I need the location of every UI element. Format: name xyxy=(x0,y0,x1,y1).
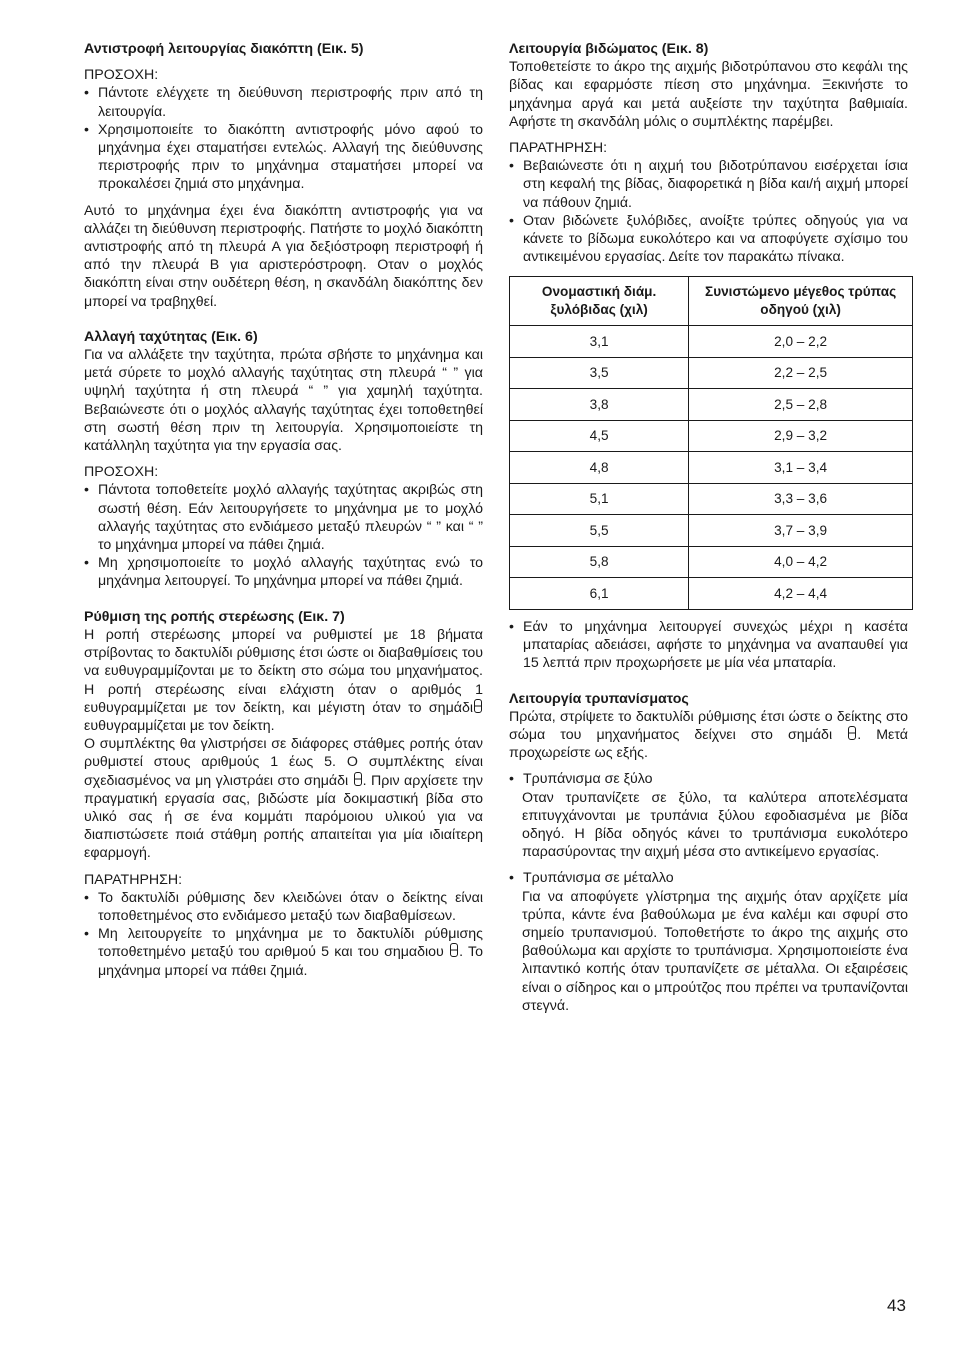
drilling-list-metal xyxy=(509,869,908,887)
pilot-hole-cell: 3,3 – 3,6 xyxy=(689,483,913,515)
bullet-icon: • xyxy=(509,158,514,175)
list-item: • Πάντοτε ελέγχετε τη διεύθυνση περιστροφής πριν από τη λειτουργία. xyxy=(84,85,483,120)
battery-note-list xyxy=(509,618,908,673)
pilot-hole-cell: 3,7 – 3,9 xyxy=(689,515,913,547)
list-item: • Μη λειτουργείτε το μηχάνημα με το δακτυλίδι ρύθμισης τοποθετημένο μεταξύ του αριθμού 5 και του σημαδιου . Το μηχάνημα μπορεί να πάθει ζημιά. xyxy=(84,926,484,979)
list-item: • Εάν το μηχάνημα λειτουργεί συνεχώς μέχρι η κασέτα μπαταρίας αδειάσει, αφήστε το μηχάνημα να αναπαυθεί για 15 λεπτά πριν προχωρήσετε με μία νέα μπαταρία. xyxy=(509,618,908,672)
wood-drilling-body: Οταν τρυπανίζετε σε ξύλο, τα καλύτερα αποτελέσματα επιτυγχάνονται με τρυπάνια ξύλου εφοδιασμένα με βίδα οδηγό. Η βίδα οδηγός κάνει το τρυπάνισμα ευκολότερο παρασύροντας την αιχμή μέσα στο αντικείμενο εργασίας. xyxy=(522,789,908,861)
bullet-icon: • xyxy=(509,618,514,635)
screw-diameter-cell: 4,5 xyxy=(510,420,689,452)
reversing-title: Αντιστροφή λειτουργίας διακόπτη (Εικ. 5) xyxy=(84,41,364,57)
torque-title: Ρύθμιση της ροπής στερέωσης (Εικ. 7) xyxy=(84,608,345,625)
screw-diameter-cell: 3,1 xyxy=(510,326,689,358)
pilot-hole-table-body xyxy=(510,326,913,610)
metal-drilling-body: Για να αποφύγετε γλίστρημα της αιχμής όταν αρχίζετε μία τρύπα, κάντε ένα βαθούλωμα με ένα καλέμι και σφυρί στο σημείο τρυπανισμού. Τοποθετήστε το άκρο της αιχμής στο βαθούλωμα και αρχίστε το τρυπάνισμα. Χρησιμοποιείστε ένα λιπαντικό κοπής όταν τρυπανίζετε σε μέταλλα. Οι εξαιρέσεις είναι ο σίδηρος και ο μπρούτζος που πρέπει να τρυπανίζονται στεγνά. xyxy=(522,888,908,1014)
pilot-hole-cell: 2,0 – 2,2 xyxy=(689,326,913,358)
bullet-icon: • xyxy=(509,771,514,788)
table-row xyxy=(510,578,913,610)
table-row xyxy=(510,483,913,515)
page-number: 43 xyxy=(887,1296,906,1315)
table-row xyxy=(510,389,913,421)
col-screw-diameter-header: Ονομαστική διάμ. ξυλόβιδας (χιλ) xyxy=(510,277,689,326)
table-header-row xyxy=(510,277,913,326)
list-item: • Πάντοτα τοποθετείτε μοχλό αλλαγής ταχύτητας ακριβώς στη σωστή θέση. Εάν λειτουργήσετε το μηχάνημα με το μοχλό αλλαγής ταχύτητας στο ενδιάμεσο μεταξύ πλευρών “ ” και “ ” το μηχάνημα μπορεί να πάθει ζημιά. xyxy=(84,482,483,554)
list-item: • Χρησιμοποιείτε το διακόπτη αντιστροφής μόνο αφού το μηχάνημα έχει σταματήσει εντελώς. Αλλαγή της διεύθυνσης περιστροφής πριν το μηχάνημα σταματήσει μπορεί να προκαλέσει ζημιά στο μηχάνημα. xyxy=(84,121,483,193)
pilot-hole-cell: 4,0 – 4,2 xyxy=(689,546,913,578)
bullet-icon: • xyxy=(84,121,89,138)
list-item: • Μη χρησιμοποιείτε το μοχλό αλλαγής ταχύτητας ενώ το μηχάνημα λειτουργεί. Το μηχάνημα μπορεί να πάθει ζημιά. xyxy=(84,555,483,590)
screw-diameter-cell: 5,5 xyxy=(510,515,689,547)
screw-diameter-cell: 4,8 xyxy=(510,452,689,484)
speed-body: Για να αλλάξετε την ταχύτητα, πρώτα σβήστε το μηχάνημα και μετά σύρετε το μοχλό αλλαγής ταχύτητας στη πλευρά “ ” για υψηλή ταχύτητα ή στη πλευρά “ ” για χαμηλή ταχύτητα. Βεβαιώνεστε ότι ο μοχλός αλλαγής ταχύτητας έχει τοποθετηθεί στη σωστή θέση πριν τη λειτουργία. Χρησιμοποιείστε τη κατάλληλη ταχύτητα για την εργασία σας. xyxy=(84,347,483,455)
screwdriving-note-label: ΠΑΡΑΤΗΡΗΣΗ: xyxy=(509,140,608,157)
drill-mark-icon xyxy=(474,699,482,713)
table-row xyxy=(510,452,913,484)
list-item: • Τρυπάνισμα σε μέταλλο xyxy=(509,870,674,887)
col-pilot-hole-header: Συνιστώμενο μέγεθος τρύπας οδηγού (χιλ) xyxy=(689,277,913,326)
drilling-title: Λειτουργία τρυπανίσματος xyxy=(509,690,689,707)
screwdriving-title: Λειτουργία βιδώματος (Εικ. 8) xyxy=(509,41,709,57)
table-row xyxy=(510,357,913,389)
right-column xyxy=(509,40,908,1015)
left-column xyxy=(84,40,483,980)
pilot-hole-cell: 2,9 – 3,2 xyxy=(689,420,913,452)
drill-mark-icon xyxy=(354,772,362,786)
drill-mark-icon xyxy=(848,726,856,740)
list-item: • Βεβαιώνεστε ότι η αιχμή του βιδοτρύπανου εισέρχεται ίσια στη κεφαλή της βίδας, διαφορετικά η βίδα και/ή αιχμή μπορεί να πάθουν ζημιά. xyxy=(509,158,908,211)
bullet-icon: • xyxy=(84,85,89,102)
table-row xyxy=(510,420,913,452)
screw-diameter-cell: 6,1 xyxy=(510,578,689,610)
torque-paragraph-2: Ο συμπλέκτης θα γλιστρήσει σε διάφορες στάθμες ροπής όταν ρυθμιστεί στους αριθμούς 1 έως 5. Ο συμπλέκτης είναι σχεδιασμένος να μη γλιστράει στο σημάδι . Πριν αρχίσετε την πραγματική εργασία σας, βιδώστε μία δοκιμαστική βίδα στο υλικό σας ή σε ένα κομμάτι παρόμοιου υλικού για να διαπιστώσετε ποιά στάθμη ροπής απαιτείται για μία ιδιαίτερη εφαρμογή. xyxy=(84,736,483,862)
pilot-hole-cell: 2,5 – 2,8 xyxy=(689,389,913,421)
bullet-icon: • xyxy=(509,212,514,229)
speed-caution-list xyxy=(84,481,483,590)
bullet-icon: • xyxy=(84,482,89,499)
list-item: • Οταν βιδώνετε ξυλόβιδες, ανοίξτε τρύπες οδηγούς για να κάνετε το βίδωμα ευκολότερο και να αποφύγετε σχίσιμο του αντικειμένου εργασίας. Δείτε τον παρακάτω πίνακα. xyxy=(509,212,908,266)
screw-diameter-cell: 3,8 xyxy=(510,389,689,421)
reversing-caution-label: ΠΡΟΣΟΧΗ: xyxy=(84,67,159,84)
screw-diameter-cell: 3,5 xyxy=(510,357,689,389)
speed-caution-label: ΠΡΟΣΟΧΗ: xyxy=(84,464,159,481)
torque-paragraph-1: Η ροπή στερέωσης μπορεί να ρυθμιστεί με 18 βήματα στρίβοντας το δακτυλίδι ρύθμισης έτσι ώστε οι διαβαθμίσεις του να ευθυγραμμίζονται με το δείκτη στο σώμα του μηχανήματος. Η ροπή στερέωσης είναι ελάχιστη όταν ο αριθμός 1 ευθυγραμμίζεται με τον δείκτη, και μέγιστη όταν το σημάδιευθυγραμμίζεται με τον δείκτη. xyxy=(84,626,483,734)
bullet-icon: • xyxy=(84,889,89,906)
drill-mark-icon xyxy=(450,943,458,957)
screwdriving-note-list xyxy=(509,157,908,266)
torque-note-label: ΠΑΡΑΤΗΡΗΣΗ: xyxy=(84,871,183,888)
pilot-hole-cell: 4,2 – 4,4 xyxy=(689,578,913,610)
speed-title: Αλλαγή ταχύτητας (Εικ. 6) xyxy=(84,328,258,345)
screw-diameter-cell: 5,1 xyxy=(510,483,689,515)
pilot-hole-cell: 3,1 – 3,4 xyxy=(689,452,913,484)
bullet-icon: • xyxy=(84,926,89,943)
bullet-icon: • xyxy=(84,555,89,572)
drilling-intro: Πρώτα, στρίψετε το δακτυλίδι ρύθμισης έτσι ώστε ο δείκτης στο σώμα του μηχανήματος δείχνει στο σημάδι . Μετά προχωρείστε ως εξής. xyxy=(509,708,908,762)
list-item: • Τρυπάνισμα σε ξύλο xyxy=(509,771,653,788)
screw-diameter-cell: 5,8 xyxy=(510,546,689,578)
table-row xyxy=(510,326,913,358)
table-row xyxy=(510,515,913,547)
screwdriving-body: Τοποθετείστε το άκρο της αιχμής βιδοτρύπανου στο κεφάλι της βίδας και εφαρμόστε πίεση στο μηχάνημα. Ξεκινήστε το μηχάνημα αργά και μετά αυξείστε την ταχύτητα βαθμιαία. Αφήστε τη σκανδάλη μόλις ο συμπλέκτης παρέμβει. xyxy=(509,59,908,130)
bullet-icon: • xyxy=(509,870,514,887)
reversing-caution-list xyxy=(84,84,483,193)
drilling-list xyxy=(509,770,908,788)
table-row xyxy=(510,546,913,578)
reversing-body: Αυτό το μηχάνημα έχει ένα διακόπτη αντιστροφής για να αλλάζει τη διεύθυνση περιστροφής. Πατήστε το μοχλό διακόπτη αντιστροφής από τη πλευρά A για δεξιόστροφη περιστροφή ή από την πλευρά B για αριστερόστροφη. Οταν ο μοχλός διακόπτη είναι στην ουδέτερη θέση, η σκανδάλη διακόπτης δεν μπορεί να τραβηχθεί. xyxy=(84,202,483,310)
list-item: • Το δακτυλίδι ρύθμισης δεν κλειδώνει όταν ο δείκτης είναι τοποθετημένος στο ενδιάμεσο μεταξύ των διαβαθμίσεων. xyxy=(84,889,483,924)
torque-note-list xyxy=(84,889,483,980)
pilot-hole-table xyxy=(509,276,913,610)
pilot-hole-cell: 2,2 – 2,5 xyxy=(689,357,913,389)
